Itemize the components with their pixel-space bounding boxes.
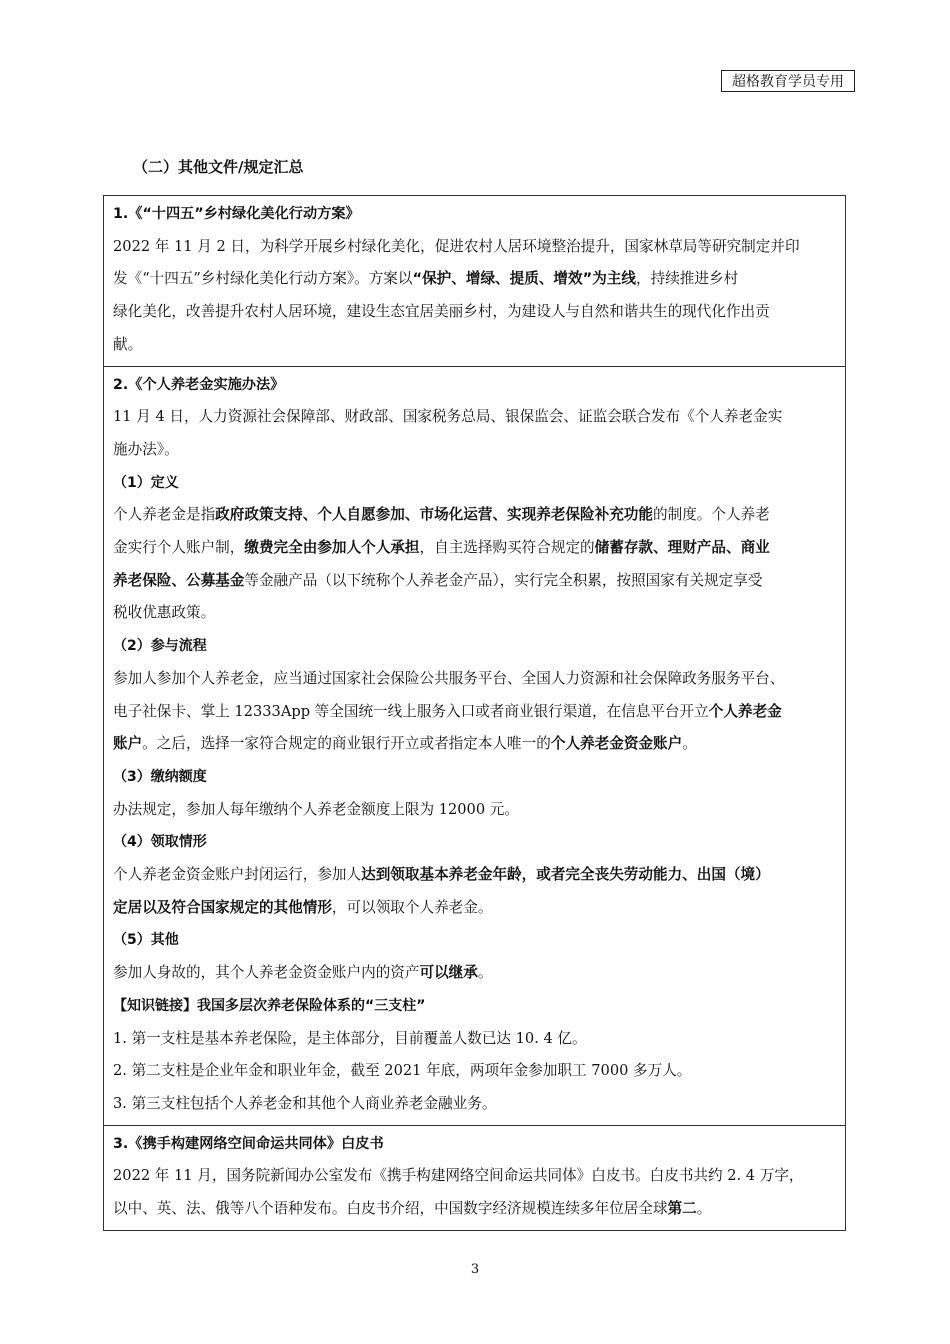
subsection-other-title: （5）其他 xyxy=(113,932,179,949)
pillar-1: 1. 第一支柱是基本养老保险，是主体部分，目前覆盖人数已达 10. 4 亿。 xyxy=(113,1029,587,1047)
process-line-2: 电子社保卡、掌上 12333App 等全国统一线上服务入口或者商业银行渠道，在信息平台开立个人养老金 xyxy=(113,702,782,720)
process-line-1: 参加人参加个人养老金，应当通过国家社会保险公共服务平台、全国人力资源和社会保障政务服务平台、 xyxy=(113,669,785,687)
item-1-line-3: 绿化美化，改善提升农村人居环境，建设生态宜居美丽乡村，为建设人与自然和谐共生的现代化作出贡 xyxy=(113,303,770,321)
definition-line-1: 个人养老金是指政府政策支持、个人自愿参加、市场化运营、实现养老保险补充功能的制度。个人养老 xyxy=(113,506,770,524)
subsection-amount-title: （3）缴纳额度 xyxy=(113,768,207,785)
knowledge-link-title: 【知识链接】我国多层次养老保险体系的“三支柱” xyxy=(113,997,426,1014)
table-row-item-2 xyxy=(104,367,845,1126)
process-line-3: 账户。之后，选择一家符合规定的商业银行开立或者指定本人唯一的个人养老金资金账户。 xyxy=(113,735,697,753)
item-2-intro-2: 施办法》。 xyxy=(113,440,179,458)
table-row-item-1 xyxy=(104,196,845,367)
item-2-title: 2.《个人养老金实施办法》 xyxy=(113,376,285,393)
amount-line-1: 办法规定，参加人每年缴纳个人养老金额度上限为 12000 元。 xyxy=(113,800,519,818)
item-1-title: 1.《“十四五”乡村绿化美化行动方案》 xyxy=(113,206,360,222)
item-1-line-2: 发《“十四五”乡村绿化美化行动方案》。方案以“保护、增绿、提质、增效”为主线，持续推进乡村 xyxy=(113,270,739,288)
subsection-definition-title: （1）定义 xyxy=(113,474,179,491)
subsection-withdrawal-title: （4）领取情形 xyxy=(113,834,207,851)
definition-line-2: 金实行个人账户制，缴费完全由参加人个人承担，自主选择购买符合规定的储蓄存款、理财产品、商业 xyxy=(113,539,770,557)
definition-line-3: 养老保险、公募基金等金融产品（以下统称个人养老金产品），实行完全积累，按照国家有关规定享受 xyxy=(113,571,763,589)
item-3-line-2: 以中、英、法、俄等八个语种发布。白皮书介绍，中国数字经济规模连续多年位居全球第二。 xyxy=(113,1200,712,1218)
withdrawal-line-1: 个人养老金资金账户封闭运行，参加人达到领取基本养老金年龄，或者完全丧失劳动能力、出国（境） xyxy=(113,866,770,884)
item-3-title: 3.《携手构建网络空间命运共同体》白皮书 xyxy=(113,1135,384,1152)
other-line-1: 参加人身故的，其个人养老金资金账户内的资产可以继承。 xyxy=(113,964,493,982)
section-title: （二）其他文件/规定汇总 xyxy=(133,158,304,176)
item-2-intro-1: 11 月 4 日，人力资源社会保障部、财政部、国家税务总局、银保监会、证监会联合发布《个人养老金实 xyxy=(113,408,783,426)
definition-line-4: 税收优惠政策。 xyxy=(113,604,216,622)
table-row-item-3 xyxy=(104,1126,845,1230)
item-1-line-1: 2022 年 11 月 2 日，为科学开展乡村绿化美化，促进农村人居环境整治提升，国家林草局等研究制定并印 xyxy=(113,237,800,255)
item-1-line-4: 献。 xyxy=(113,335,143,353)
subsection-process-title: （2）参与流程 xyxy=(113,638,207,655)
page-number: 3 xyxy=(470,1262,480,1277)
item-3-line-1: 2022 年 11 月，国务院新闻办公室发布《携手构建网络空间命运共同体》白皮书。白皮书共约 2. 4 万字， xyxy=(113,1167,804,1185)
pillar-2: 2. 第二支柱是企业年金和职业年金，截至 2021 年底，两项年金参加职工 7000 多万人。 xyxy=(113,1062,692,1080)
withdrawal-line-2: 定居以及符合国家规定的其他情形，可以领取个人养老金。 xyxy=(113,898,493,916)
watermark-stamp: 超格教育学员专用 xyxy=(721,70,855,92)
document-table xyxy=(103,195,846,1231)
pillar-3: 3. 第三支柱包括个人养老金和其他个人商业养老金融业务。 xyxy=(113,1094,497,1112)
